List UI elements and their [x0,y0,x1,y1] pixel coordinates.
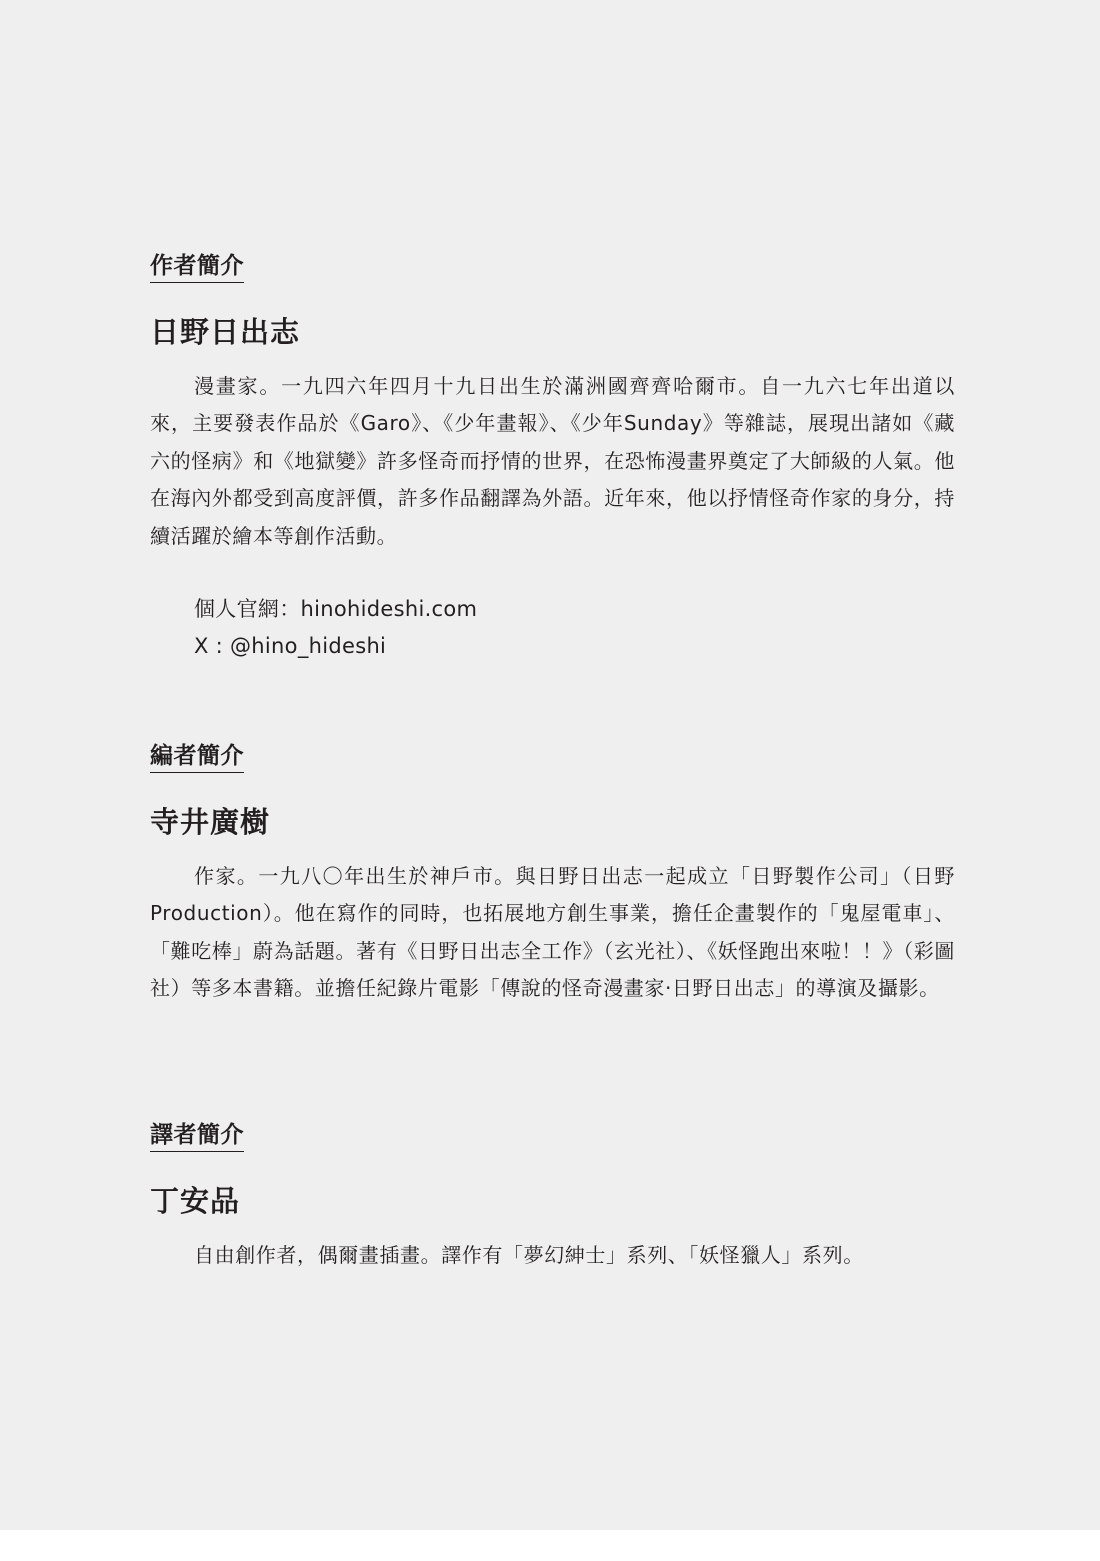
translator-section [150,1121,955,1152]
author-x-handle[interactable]: X : @hino_hideshi [194,634,387,658]
author-name: 日野日出志 [150,315,301,349]
translator-name-block [150,1183,955,1219]
author-section-label: 作者簡介 [150,252,244,283]
author-bio: 漫畫家。一九四六年四月十九日出生於滿洲國齊齊哈爾市。自一九六七年出道以來，主要發表作品於《Garo》、《少年畫報》、《少年Sunday》等雜誌，展現出諸如《藏六的怪病》和《地獄變》許多怪奇而抒情的世界，在恐怖漫畫界奠定了大師級的人氣。他在海內外都受到高度評價，許多作品翻譯為外語。近年來，他以抒情怪奇作家的身分，持續活躍於繪本等創作活動。 [150,374,955,548]
editor-bio: 作家。一九八〇年出生於神戶市。與日野日出志一起成立「日野製作公司」（日野Production）。他在寫作的同時，也拓展地方創生事業，擔任企畫製作的「鬼屋電車」、「難吃棒」蔚為話題。著有《日野日出志全工作》（玄光社）、《妖怪跑出來啦！！》（彩圖社）等多本書籍。並擔任紀錄片電影「傳說的怪奇漫畫家·日野日出志」的導演及攝影。 [150,864,955,1001]
author-name-block [150,314,955,350]
translator-name: 丁安品 [150,1184,241,1218]
translator-section-label: 譯者簡介 [150,1121,244,1152]
editor-name: 寺井廣樹 [150,805,271,839]
author-bio-block [150,368,955,555]
author-website[interactable]: 個人官網：hinohideshi.com [194,597,478,621]
editor-section [150,742,955,773]
editor-bio-block [150,858,955,1008]
editor-section-label: 編者簡介 [150,742,244,773]
translator-bio: 自由創作者，偶爾畫插畫。譯作有「夢幻紳士」系列、「妖怪獵人」系列。 [194,1243,864,1267]
translator-bio-block [150,1237,955,1274]
author-section [150,252,955,283]
author-links [150,591,955,665]
editor-name-block [150,804,955,840]
